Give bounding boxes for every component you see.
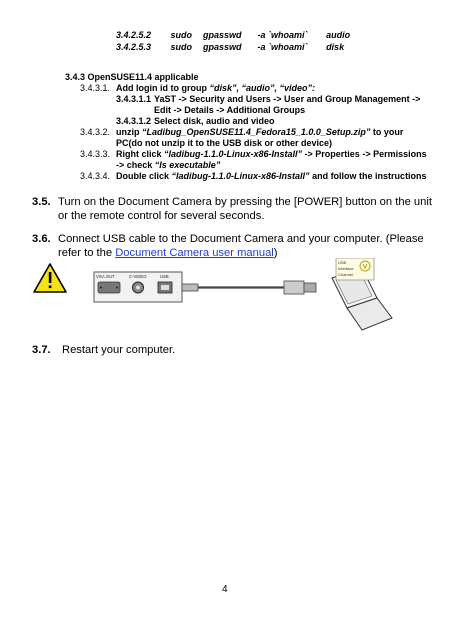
step-3433: 3.4.3.3. Right click “ladibug-1.1.0-Linux-x86-Install” -> Properties -> Permissions (80, 149, 427, 159)
usb-port-label: USB (160, 274, 169, 279)
callout-channel: Channel (338, 272, 353, 277)
step-34311: 3.4.3.1.1 YaST -> Security and Users -> User and Group Management -> (116, 94, 421, 104)
warning-icon (34, 264, 66, 292)
step-3431: 3.4.3.1. Add login id to group “disk”, “audio”, “video”: (80, 83, 315, 93)
step-3433-cont: -> check “Is executable” (116, 160, 221, 170)
step-34311-cont: Edit -> Details -> Additional Groups (154, 105, 306, 115)
user-manual-link[interactable]: Document Camera user manual (115, 247, 274, 259)
command-line-1: 3.4.2.5.2 sudo gpasswd -a `whoami` audio (116, 30, 351, 40)
step-3432: 3.4.3.2. unzip “Ladibug_OpenSUSE11.4_Fedora15_1.0.0_Setup.zip” to your (80, 127, 404, 137)
vga-out-label: VGA OUT (96, 274, 115, 279)
usb-connection-illustration (32, 258, 432, 350)
section-3-5-cont: or the remote control for several seconds. (58, 210, 265, 222)
c-video-label: C-VIDEO (129, 274, 147, 279)
callout-interface: Interface (338, 266, 354, 271)
command-line-2: 3.4.2.5.3 sudo gpasswd -a `whoami` disk (116, 42, 345, 52)
callout-usb: USB (338, 260, 347, 265)
step-34312: 3.4.3.1.2 Select disk, audio and video (116, 116, 275, 126)
section-3-6-cont: refer to the Document Camera user manual) (58, 247, 278, 259)
step-3434: 3.4.3.4. Double click “ladibug-1.1.0-Linux-x86-Install” and follow the instructions (80, 171, 427, 181)
section-3-5: 3.5. Turn on the Document Camera by pressing the [POWER] button on the unit (32, 196, 432, 208)
section-3-6: 3.6. Connect USB cable to the Document Camera and your computer. (Please (32, 233, 424, 245)
section-3-7: 3.7. Restart your computer. (32, 344, 176, 356)
step-3432-cont: PC(do not unzip it to the USB disk or other device) (116, 138, 333, 148)
opensuse-heading: 3.4.3 OpenSUSE11.4 applicable (65, 72, 199, 82)
page-number: 4 (222, 584, 228, 595)
usb-cable (182, 281, 316, 294)
